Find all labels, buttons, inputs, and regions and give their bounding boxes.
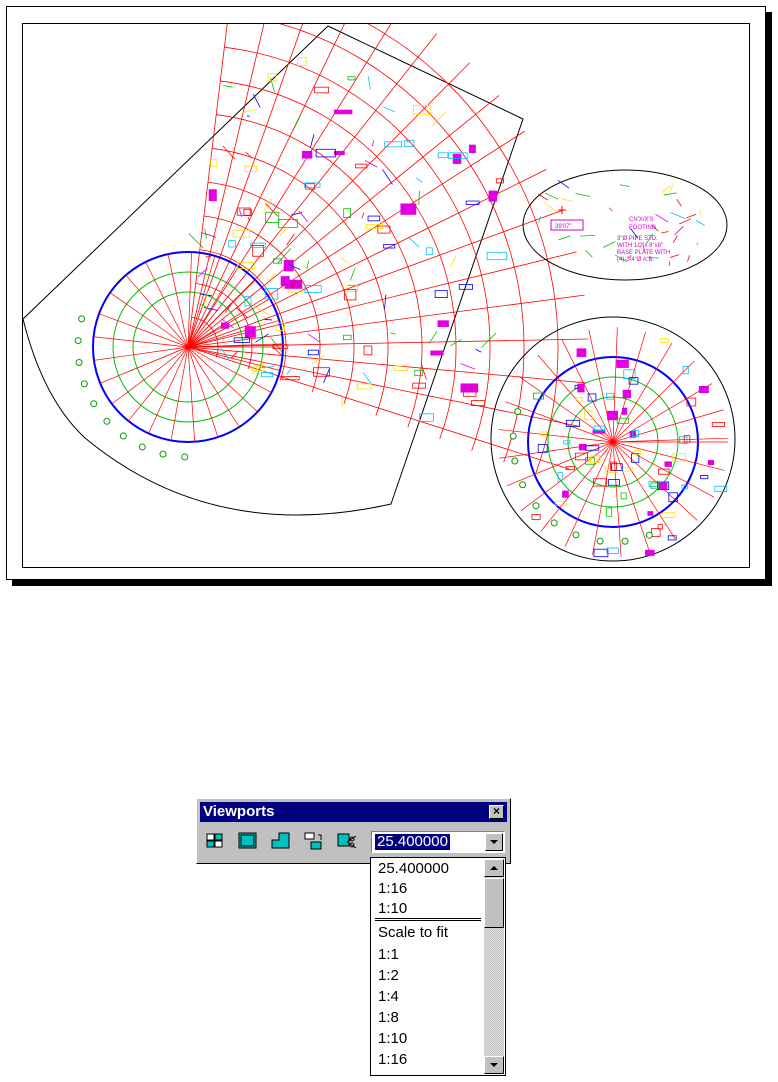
dropdown-item-recent-3[interactable]: 1:10 [378,900,408,917]
main-plan-lines [75,24,588,474]
clip-existing-viewport-icon [335,830,359,852]
scroll-up-button[interactable] [484,859,504,877]
single-viewport-button[interactable] [236,830,260,852]
detail-label-1: CN'X/X'S [629,217,654,223]
dropdown-item-recent-1[interactable]: 25.400000 [378,860,449,877]
chevron-down-icon [486,834,502,850]
close-button[interactable] [489,805,504,819]
convert-object-to-viewport-icon [302,830,326,852]
dropdown-item-1-10[interactable]: 1:10 [378,1030,408,1047]
display-viewports-dialog-button[interactable] [203,830,227,852]
detail-label-5: BASE PLATE WITH [617,250,671,256]
dropdown-item-1-4[interactable]: 1:4 [378,988,399,1005]
detail-labels [551,217,670,263]
dropdown-item-recent-2[interactable]: 1:16 [378,880,408,897]
dropdown-separator [375,918,481,921]
polygonal-viewport-button[interactable] [269,830,293,852]
clip-existing-viewport-button[interactable] [335,830,359,852]
main-viewport-boundary [23,26,523,515]
arrow-down-icon [485,1057,503,1073]
layout-paper-sheet [6,6,766,580]
elevation-tag: 39'07" [555,224,572,230]
toolbar-titlebar[interactable] [200,802,507,822]
detail-label-2: FOOTING [629,225,657,231]
drawing-border [22,23,750,568]
scroll-down-button[interactable] [484,1056,504,1074]
viewports-toolbar[interactable] [196,798,511,864]
single-viewport-icon [236,830,260,852]
dropdown-item-1-2[interactable]: 1:2 [378,967,399,984]
polygonal-viewport-icon [269,830,293,852]
detail-label-6: (4)-3/4"Ø A.B. [617,257,655,263]
toolbar-title: Viewports [203,803,275,820]
cad-drawing-canvas[interactable] [23,24,749,567]
display-viewports-dialog-icon [203,830,227,852]
detail-label-3: 3"Ø PIPE STD. [617,236,658,242]
close-icon: × [492,804,500,818]
detail-circle-lines [499,327,728,557]
scroll-thumb[interactable] [484,878,504,928]
arrow-up-icon [485,860,503,876]
elliptical-detail-viewport [523,170,727,280]
dropdown-scrollbar[interactable] [484,859,504,1074]
dropdown-item-scale-to-fit[interactable]: Scale to fit [378,924,449,941]
dropdown-item-1-1[interactable]: 1:1 [378,946,399,963]
detail-label-4: WITH 1/2"x 8"x8" [617,243,664,249]
combobox-dropdown-button[interactable] [485,833,503,851]
dropdown-item-1-16[interactable]: 1:16 [378,1051,408,1068]
convert-object-to-viewport-button[interactable] [302,830,326,852]
scale-dropdown-list[interactable] [370,857,506,1076]
viewport-scale-combobox[interactable] [371,831,505,853]
scale-value-text[interactable]: 25.400000 [377,833,448,850]
dropdown-item-1-8[interactable]: 1:8 [378,1009,399,1026]
